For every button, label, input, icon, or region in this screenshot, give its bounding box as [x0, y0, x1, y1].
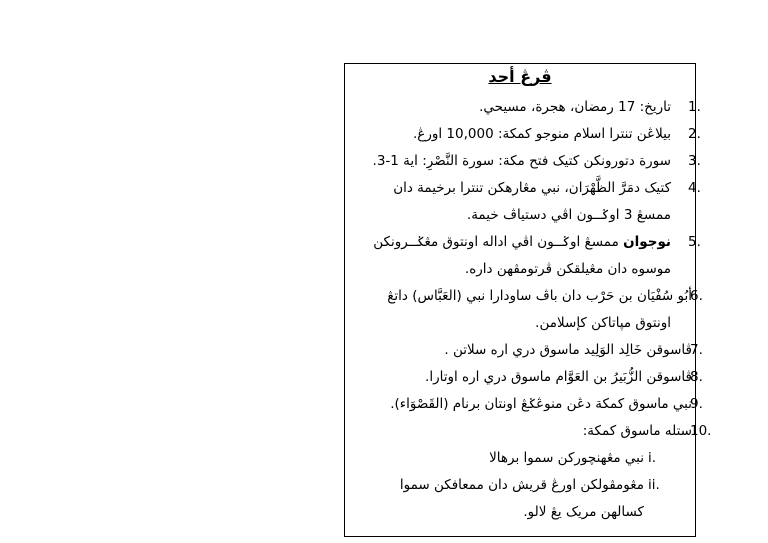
list-item-text: ستله ماسوق كمكة:: [582, 423, 692, 439]
list-number: 7.: [690, 342, 703, 358]
list-item-text: موسوه دان مڠيلقكن ڤرتومڤهن داره.: [464, 261, 671, 277]
list-number: 4.: [688, 180, 701, 196]
list-number: 2.: [688, 126, 701, 142]
sub-list-number: i.: [648, 450, 657, 466]
list-item-text: ڤاسوقن الزُّبَيرُ بن العَوَّام ماسوق دري اره اوتارا.: [425, 369, 692, 385]
list-number: 9.: [690, 396, 703, 412]
sub-list-item-text: مڠومڤولكن اورڠ قريش دان ممعافكن سموا: [399, 477, 644, 493]
list-item-text: سورة دتورونكن كتيک فتح مكة: سورة النَّصْرِ: اية 1-3.: [372, 153, 671, 169]
list-item-text: ڤاسوقن خَالِد الوَلِيد ماسوق دري اره سلاتن .: [444, 342, 692, 358]
list-item-text: ممسڠ 3 اوݢــون اڤي دستياڤ خيمة.: [466, 207, 671, 223]
list-item-text: تاريخ: 17 رمضان، هجرة، مسيحي.: [479, 99, 671, 115]
list-item-text: اونتوق مپاتاكن كإسلامن.: [535, 315, 671, 331]
list-number: 1.: [688, 99, 701, 115]
list-item-text: أبُو سُفْيَان بن حَرْب دان باڤ ساودارا نبي (العَبَّاس) داتڠ: [387, 288, 692, 304]
list-number: 8.: [690, 369, 703, 385]
sub-list-number: ii.: [648, 477, 660, 493]
document-title: ڤرڠ أحد: [488, 67, 552, 86]
list-item-text: بيلاڠن تنترا اسلام منوجو كمكة: 10,000 اورڠ.: [412, 126, 671, 142]
list-number: 6.: [690, 288, 703, 304]
list-item-text-rest: ممسڠ اوݢــون اڤي اداله اونتوق مڠݢــرونكن: [373, 234, 624, 250]
list-item-text: كتيک دمَرَّ الظَّهْرَان، نبي مڠارهكن تنترا برخيمة دان: [393, 180, 671, 196]
sub-list-item-text: كسالهن مريک يڠ لالو.: [523, 504, 644, 520]
bold-word: نوجوان: [623, 234, 671, 250]
list-number: 3.: [688, 153, 701, 169]
sub-list-item-text: نبي مڠهنچوركن سموا برهالا: [489, 450, 644, 466]
list-item-text: نبي ماسوق كمكة دڠن منوڠݢڠ اونتان برنام (القَصْوَاء).: [390, 396, 692, 412]
list-item-text: [373, 233, 671, 251]
list-number: 10.: [690, 423, 712, 439]
list-number: 5.: [688, 234, 701, 250]
